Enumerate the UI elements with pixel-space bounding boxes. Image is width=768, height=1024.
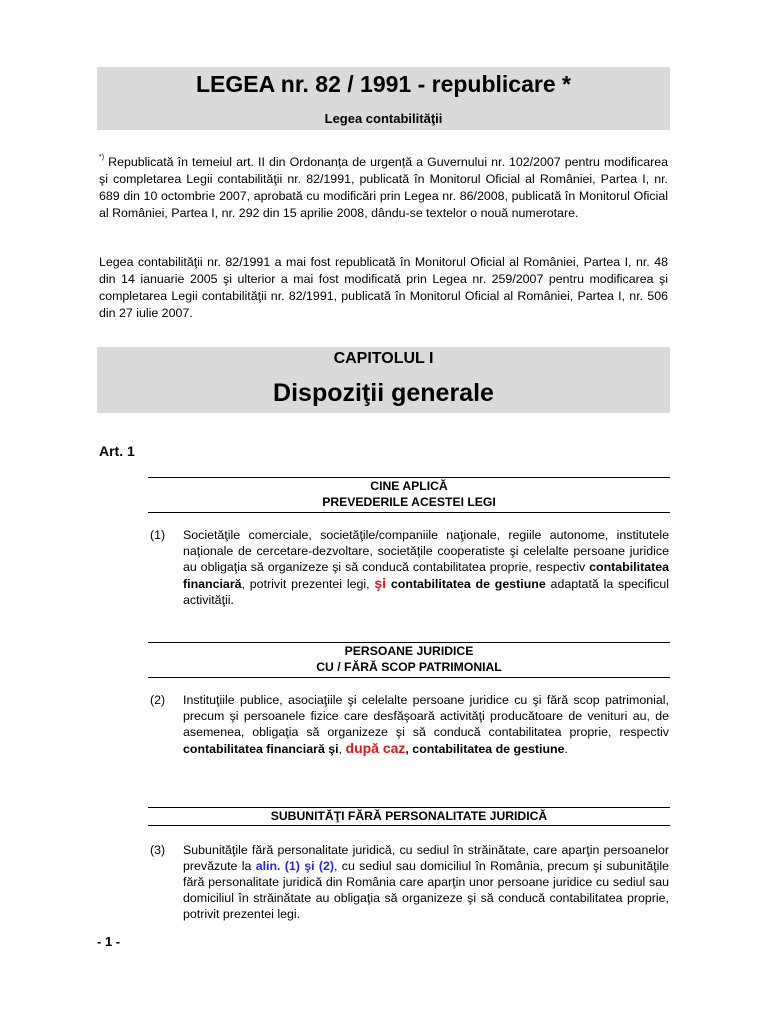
section-heading-1-line2: PREVEDERILE ACESTEI LEGI [322, 495, 496, 509]
paragraph-1-text-f: adaptată la specificul activităţii. [183, 577, 669, 607]
chapter-title: Dispoziţii generale [273, 379, 494, 407]
paragraph-2-text-f: . [564, 742, 568, 756]
paragraph-2-text-a: Instituţiile publice, asociaţiile şi celelalte persoane juridice cu şi fără scop patrimonial, precum şi persoanele fizice care desfăşoară activităţi producătoare de venituri au, de asemenea, obligaţia să organizeze şi să conducă contabilitatea proprie, respectiv [183, 693, 669, 739]
chapter-band [97, 347, 670, 413]
section-heading-2-line2: CU / FĂRĂ SCOP PATRIMONIAL [316, 660, 502, 674]
page-number: - 1 - [97, 934, 121, 949]
paragraph-1-emphasis: şi [374, 575, 387, 591]
chapter-label: CAPITOLUL I [333, 350, 434, 367]
paragraph-3-reference-link[interactable]: alin. (1) şi (2) [255, 859, 335, 873]
law-subtitle: Legea contabilităţii [324, 111, 443, 126]
republication-note [99, 154, 668, 222]
paragraph-2-emphasis: după caz [345, 740, 406, 756]
paragraph-1-number: (1) [150, 528, 166, 542]
paragraph-1-text-a: Societăţile comerciale, societăţile/companiile naţionale, regiile autonome, institutele naţionale de cercetare-dezvoltare, societăţile cooperatiste şi celelalte persoane juridice au obligaţia să organizeze şi să conducă contabilitatea proprie, respectiv [183, 528, 669, 574]
history-note: Legea contabilităţii nr. 82/1991 a mai fost republicată în Monitorul Oficial al României, Partea I, nr. 48 din 14 ianuarie 2005 şi ulterior a mai fost modificată prin Legea nr. 259/2007 pentru modificarea şi completarea Legii contabilităţii nr. 82/1991, publicată în Monitorul Oficial al României, Partea I, nr. 506 din 27 iulie 2007. [99, 255, 668, 320]
paragraph-3-text-c: , cu sediul sau domiciliul în România, precum şi subunităţile fără personalitate juridică din România care aparţin unor persoane juridice cu sediul sau domiciliul în străinătate au obligaţia să organizeze şi să conducă contabilitatea proprie, potrivit prezentei legi. [183, 859, 669, 921]
paragraph-3-text-a: Subunităţile fără personalitate juridică, cu sediul în străinătate, care aparţin persoanelor prevăzute la [183, 843, 669, 873]
paragraph-2-text-b: contabilitatea financiară şi [183, 742, 339, 756]
republication-note-text: Republicată în temeiul art. II din Ordonanța de urgență a Guvernului nr. 102/2007 pentru modificarea şi completarea Legii contabilităţii nr. 82/1991, publicată în Monitorul Oficial al României, Partea I, nr. 689 din 10 octombrie 2007, aprobată cu modificări prin Legea nr. 86/2008, publicată în Monitorul Oficial al României, Partea I, nr. 292 din 15 aprilie 2008, dându-se textelor o nouă numerotare. [99, 155, 668, 220]
section-heading-1 [148, 477, 670, 513]
paragraph-2-text-e: , contabilitatea de gestiune [405, 742, 565, 756]
paragraph-2-text-c: , [338, 742, 346, 756]
paragraph-1-text-b: contabilitatea financiară [183, 560, 669, 591]
paragraph-1-text-c: , potrivit prezentei legi, [241, 577, 375, 591]
article-label: Art. 1 [99, 443, 135, 459]
paragraph-3-number: (3) [150, 843, 166, 857]
paragraph-1-text-e: contabilitatea de gestiune [386, 577, 546, 591]
paragraph-2-number: (2) [150, 693, 166, 707]
paragraph-3-text [183, 842, 669, 922]
paragraph-1-text [183, 527, 669, 608]
paragraph-2-text [183, 692, 669, 757]
title-band [97, 67, 670, 130]
section-heading-2-line1: PERSOANE JURIDICE [344, 644, 474, 658]
section-heading-2 [148, 642, 670, 678]
law-title: LEGEA nr. 82 / 1991 - republicare * [196, 71, 571, 97]
footnote-marker: *) [99, 154, 105, 161]
section-heading-3 [148, 807, 670, 826]
section-heading-3-line1: SUBUNITĂŢI FĂRĂ PERSONALITATE JURIDICĂ [270, 809, 548, 823]
section-heading-1-line1: CINE APLICĂ [370, 479, 448, 493]
